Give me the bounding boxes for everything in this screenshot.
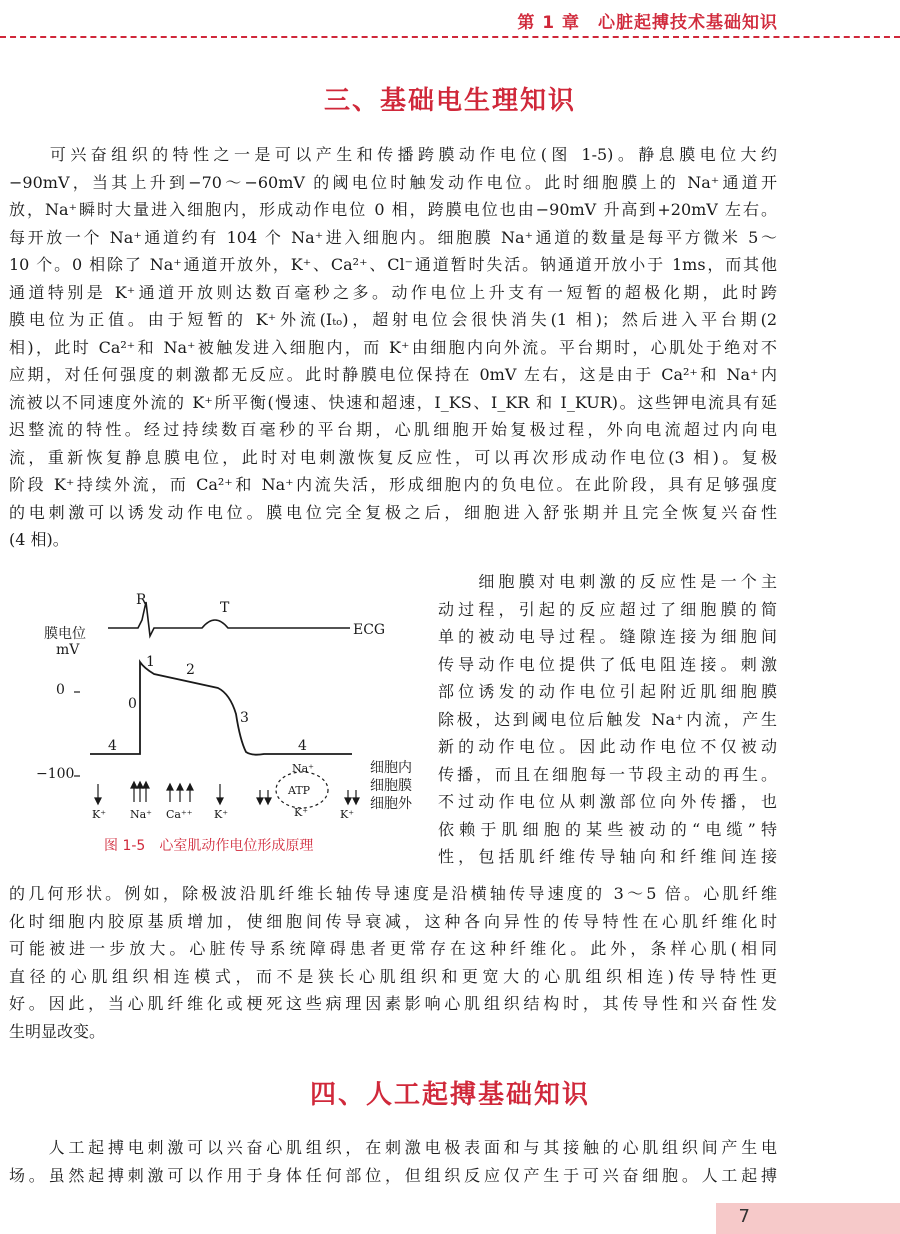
section-title-4: 四、人工起搏基础知识 xyxy=(309,1080,590,1110)
text-line: 人工起搏电刺激可以兴奋心肌组织，在刺激电极表面和与其接触的心肌组织间产生电 xyxy=(9,1138,777,1157)
section4-paragraph xyxy=(9,1134,777,1189)
text-line: 应期，对任何强度的刺激都无反应。此时静膜电位保持在 0mV 左右，这是由于 Ca²⁺和 Na⁺内 xyxy=(9,365,777,384)
text-line: 新的动作电位。因此动作电位不仅被动 xyxy=(438,737,777,756)
text-line: 除极，达到阈电位后触发 Na⁺内流，产生 xyxy=(438,709,777,729)
phase-2-label: 2 xyxy=(186,662,195,678)
text-line: −90mV，当其上升到−70～−60mV 的阈电位时触发动作电位。此时细胞膜上的 Na⁺通道开 xyxy=(9,172,777,192)
text-line: 流被以不同速度外流的 K⁺所平衡(慢速、快速和超速，I_KS、I_KR 和 I_KUR)。这些钾电流具有延 xyxy=(9,392,777,412)
ion-arrows xyxy=(95,782,359,804)
section3-paragraph xyxy=(9,141,777,554)
text-line: 直径的心肌组织相连模式，而不是狭长心肌组织和更宽大的心肌组织相连)传导特性更 xyxy=(9,966,777,986)
text-line: 部位诱发的动作电位引起附近肌细胞膜 xyxy=(438,682,777,701)
section3-continued-paragraph xyxy=(9,880,777,1045)
text-line: 迟整流的特性。经过持续数百毫秒的平台期，心肌细胞开始复极过程，外向电流超过内向电 xyxy=(9,420,777,439)
y-tick-minus-100: −100 xyxy=(36,766,75,782)
text-line: 依赖于肌细胞的某些被动的“电缆”特 xyxy=(438,819,777,839)
page-number: 7 xyxy=(738,1206,750,1227)
text-line: 化时细胞内胶原基质增加，使细胞间传导衰减，这种各向异性的传导特性在心肌纤维化时 xyxy=(9,911,777,931)
ecg-r-label: R xyxy=(136,592,147,608)
text-line: 不过动作电位从刺激部位向外传播，也 xyxy=(438,792,777,811)
phase-4-left-label: 4 xyxy=(108,738,117,754)
text-line: 10 个。0 相除了 Na⁺通道开放外，K⁺、Ca²⁺、Cl⁻通道暂时失活。钠通道开放小于 1ms，而其他 xyxy=(9,255,777,274)
pump-k-label: K⁺ xyxy=(294,806,309,819)
membrane-label-outside: 细胞外 xyxy=(370,796,412,812)
ion-label-k-3: K⁺ xyxy=(340,808,355,821)
y-axis-label: 膜电位 xyxy=(44,626,86,642)
section-title-3: 三、基础电生理知识 xyxy=(323,86,576,116)
text-line: 好。因此，当心肌纤维化或梗死这些病理因素影响心肌组织结构时，其传导性和兴奋性发 xyxy=(9,994,777,1013)
phase-1-label: 1 xyxy=(146,654,155,670)
text-line: 单的被动电导过程。缝隙连接为细胞间 xyxy=(438,627,777,646)
running-head: 第 1 章 心脏起搏技术基础知识 xyxy=(517,13,778,33)
text-line: 阶段 K⁺持续外流，而 Ca²⁺和 Na⁺内流失活，形成细胞内的负电位。在此阶段，具有足够强度 xyxy=(9,475,777,494)
ion-label-na: Na⁺ xyxy=(130,808,152,821)
side-paragraph xyxy=(438,568,777,871)
phase-0-label: 0 xyxy=(128,696,137,712)
figure-caption: 图 1-5 心室肌动作电位形成原理 xyxy=(104,838,314,854)
text-line: 传导动作电位提供了低电阻连接。刺激 xyxy=(438,654,777,674)
text-line: 生明显改变。 xyxy=(9,1021,106,1041)
text-line: 每开放一个 Na⁺通道约有 104 个 Na⁺进入细胞内。细胞膜 Na⁺通道的数量是每平方微米 5～ xyxy=(9,227,777,247)
text-line: 动过程，引起的反应超过了细胞膜的简 xyxy=(438,599,777,619)
text-line: 的几何形状。例如，除极波沿肌纤维长轴传导速度是沿横轴传导速度的 3～5 倍。心肌纤维 xyxy=(9,884,777,903)
figure-action-potential xyxy=(30,590,430,860)
ion-label-k-1: K⁺ xyxy=(92,808,107,821)
ion-label-ca: Ca⁺⁺ xyxy=(166,808,193,821)
text-line: 相)，此时 Ca²⁺和 Na⁺被触发进入细胞内，而 K⁺由细胞内向外流。平台期时，心肌处于绝对不 xyxy=(9,337,777,357)
text-line: 流，重新恢复静息膜电位，此时对电刺激恢复反应性，可以再次形成动作电位(3 相)。复极 xyxy=(9,447,777,467)
membrane-label-membrane: 细胞膜 xyxy=(370,778,412,794)
pump-atp-label: ATP xyxy=(288,784,311,797)
text-line: (4 相)。 xyxy=(9,530,69,549)
text-line: 细胞膜对电刺激的反应性是一个主 xyxy=(438,572,777,591)
text-line: 性，包括肌纤维传导轴向和纤维间连接 xyxy=(438,847,777,866)
text-line: 场。虽然起搏刺激可以作用于身体任何部位，但组织反应仅产生于可兴奋细胞。人工起搏 xyxy=(9,1165,777,1185)
y-tick-0: 0 xyxy=(56,682,65,698)
ecg-label: ECG xyxy=(353,622,386,638)
text-line: 可能被进一步放大。心脏传导系统障碍患者更常存在这种纤维化。此外，条样心肌(相同 xyxy=(9,939,777,958)
action-potential-diagram xyxy=(30,590,430,850)
y-axis-unit: mV xyxy=(56,642,80,658)
ecg-t-label: T xyxy=(220,600,230,616)
phase-3-label: 3 xyxy=(240,710,249,726)
text-line: 可兴奋组织的特性之一是可以产生和传播跨膜动作电位(图 1-5)。静息膜电位大约 xyxy=(9,145,777,164)
ion-label-k-2: K⁺ xyxy=(214,808,229,821)
text-line: 膜电位为正值。由于短暂的 K⁺外流(Iₜₒ)，超射电位会很快消失(1 相)；然后进入平台期(2 xyxy=(9,310,777,329)
text-line: 放，Na⁺瞬时大量进入细胞内，形成动作电位 0 相，跨膜电位也由−90mV 升高到+20mV 左右。 xyxy=(9,200,777,219)
header-rule xyxy=(0,36,900,38)
text-line: 传播，而且在细胞每一节段主动的再生。 xyxy=(438,764,777,784)
pump-na-label: Na⁺ xyxy=(292,762,314,775)
phase-4-right-label: 4 xyxy=(298,738,307,754)
membrane-label-inside: 细胞内 xyxy=(370,760,412,776)
text-line: 通道特别是 K⁺通道开放则达数百毫秒之多。动作电位上升支有一短暂的超极化期，此时跨 xyxy=(9,282,777,302)
text-line: 的电刺激可以诱发动作电位。膜电位完全复极之后，细胞进入舒张期并且完全恢复兴奋性 xyxy=(9,502,777,522)
